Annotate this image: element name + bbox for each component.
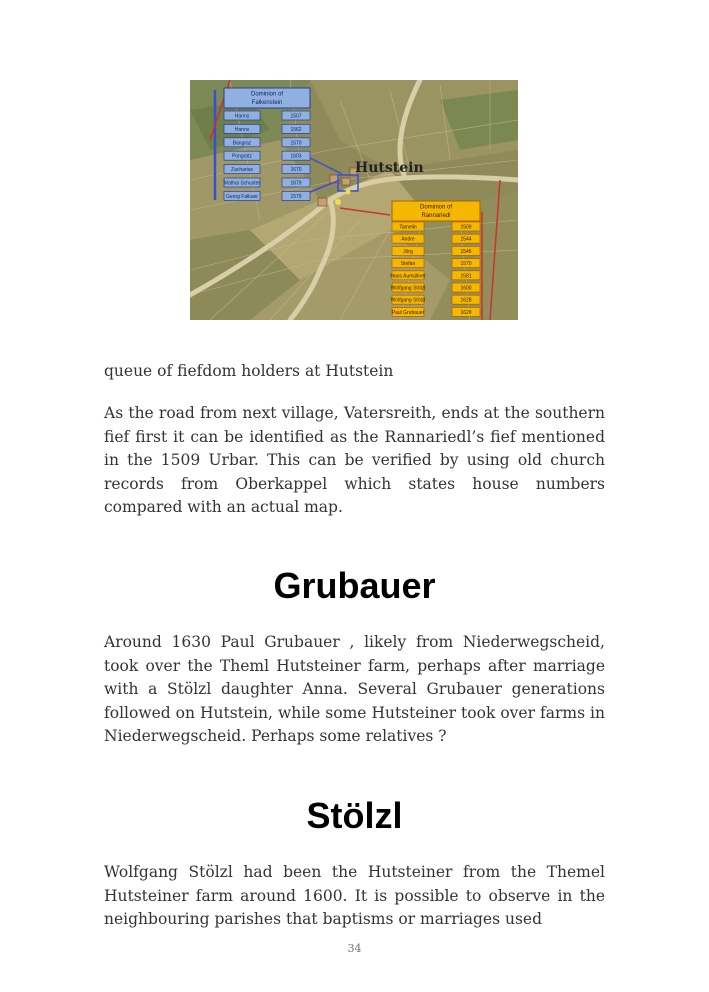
section-heading-stoelzl: Stölzl <box>306 795 403 836</box>
panel-title-line2: Rannariedl <box>421 213 451 219</box>
falkenstein-holder-year: 1603 <box>290 153 302 160</box>
falkenstein-holder-name: Hanns <box>234 113 250 120</box>
falkenstein-holder-year: 1562 <box>290 126 302 133</box>
falkenstein-holder-year: 1579 <box>290 193 302 200</box>
falkenstein-holder-year: 1507 <box>290 113 302 120</box>
rannariedl-holder-year: 1509 <box>460 224 472 231</box>
rannariedl-holder-year: 1570 <box>460 261 472 268</box>
body-paragraph: Wolfgang Stölzl had been the Hutsteiner from the Themel Hutsteiner farm around 1600. It is possible to observe in the neighbouring parishes that baptisms or marriages used <box>104 863 605 928</box>
falkenstein-holder-name: Georg Falkuer <box>226 193 258 200</box>
section-heading-grubauer: Grubauer <box>273 565 436 606</box>
falkenstein-holder-name: Bangraz <box>232 140 252 147</box>
rannariedl-holder-name: Jörg <box>403 248 413 255</box>
panel-title-line2: Falkenstein <box>251 100 283 106</box>
falkenstein-holder-name: Hanns <box>234 126 250 133</box>
falkenstein-holder-name: Mathai Schuster <box>223 180 261 187</box>
rannariedl-holder-year: 1628 <box>460 297 472 304</box>
falkenstein-holder-name: Zacharias <box>231 167 253 174</box>
falkenstein-holder-year: 1670 <box>290 167 302 174</box>
rannariedl-holder-year: 1546 <box>460 248 472 255</box>
rannariedl-holder-year: 1600 <box>460 285 472 292</box>
rannariedl-holder-name: Paul Grubauer <box>391 309 425 316</box>
falkenstein-holder-year: 1679 <box>290 180 302 187</box>
falkenstein-holder-year: 1570 <box>290 140 302 147</box>
rannariedl-holder-name: Wolfgang Stölzl <box>390 285 426 292</box>
historical-map-figure <box>190 80 518 320</box>
rannariedl-holder-name: Stefan <box>400 261 416 268</box>
rannariedl-holder-name: Hans Aumüllner <box>390 273 426 280</box>
map-place-label: Hutstein <box>355 160 424 176</box>
body-paragraph: Around 1630 Paul Grubauer , likely from Niederwegscheid, took over the Theml Hutsteiner farm, perhaps after marriage with a Stölzl daughter Anna. Several Grubauer generations followed on Hutstein, while some Hutsteiner took over farms in Niederwegscheid. Perhaps some relatives ? <box>104 633 605 745</box>
figure-caption: queue of fiefdom holders at Hutstein <box>104 362 394 380</box>
rannariedl-holder-name: Andre <box>401 236 415 243</box>
panel-title-line1: Dominion of <box>419 204 453 211</box>
page-number: 34 <box>347 942 362 955</box>
panel-title-line1: Dominion of <box>250 91 284 98</box>
rannariedl-holder-year: 1581 <box>460 273 472 280</box>
rannariedl-holder-year: 1544 <box>460 236 472 243</box>
rannariedl-holder-name: Tamelin <box>399 224 417 231</box>
rannariedl-holder-year: 1629 <box>460 309 472 316</box>
rannariedl-holder-name: Wolfgang Stölzl <box>390 297 426 304</box>
body-paragraph: As the road from next village, Vatersreith, ends at the southern fief first it can be identified as the Rannariedl’s fief mentioned in the 1509 Urbar. This can be verified by using old church records from Oberkappel which states house numbers compared with an actual map. <box>104 404 605 516</box>
falkenstein-holder-name: Pongratz <box>231 153 253 160</box>
